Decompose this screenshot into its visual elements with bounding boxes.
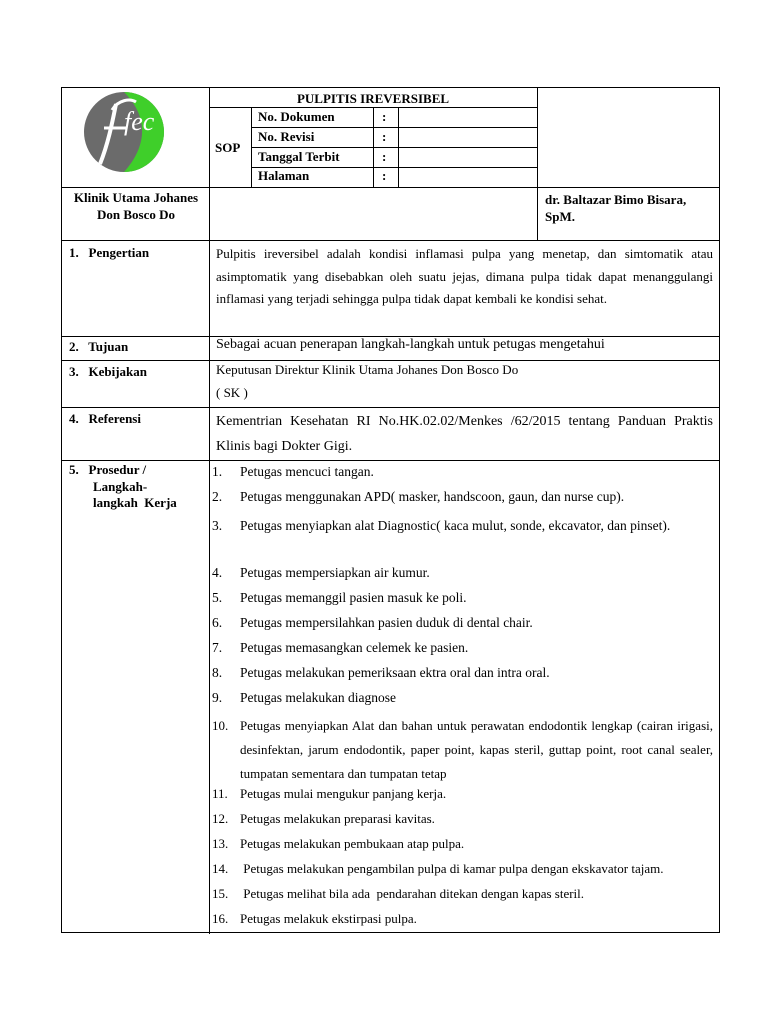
field-sep: : [382,168,387,183]
list-item: 11. Petugas mulai mengukur panjang kerja. [212,786,447,801]
section-label-prosedur [69,462,177,512]
clinic-logo [82,90,166,174]
list-item: 16. Petugas melakuk ekstirpasi pulpa. [212,911,417,926]
list-item: 2. Petugas menggunakan APD( masker, handscoon, gaun, dan nurse cup). [212,489,625,504]
signatory-name: dr. Baltazar Bimo Bisara, SpM. [545,192,687,224]
list-item: 5. Petugas memanggil pasien masuk ke poli. [212,590,467,605]
logo-text: fec [124,107,155,136]
field-label-halaman: Halaman [258,168,310,183]
fec-logo-icon [82,90,166,174]
field-sep: : [382,129,387,144]
list-item: 1. Petugas mencuci tangan. [212,464,374,479]
list-item: 9. Petugas melakukan diagnose [212,690,396,705]
clinic-name: Klinik Utama Johanes Don Bosco Do [73,190,199,222]
list-item: 15. Petugas melihat bila ada pendarahan ditekan dengan kapas steril. [212,886,585,901]
field-sep: : [382,149,387,164]
field-label-no-dokumen: No. Dokumen [258,109,335,124]
procedure-steps [212,463,713,935]
section-label-tujuan: 2. Tujuan [69,339,129,354]
list-item: 7. Petugas memasangkan celemek ke pasien. [212,640,469,655]
field-sep: : [382,109,387,124]
prosedur-label-line1: 5. Prosedur / [69,462,147,477]
prosedur-label-line2: Langkah- [93,478,148,494]
list-item: 3. Petugas menyiapkan alat Diagnostic( kaca mulut, sonde, ekcavator, dan pinset). [212,518,671,533]
section-label-pengertian: 1. Pengertian [69,245,150,260]
section-label-referensi: 4. Referensi [69,411,141,426]
list-item: 4. Petugas mempersiapkan air kumur. [212,565,430,580]
section-text-tujuan: Sebagai acuan penerapan langkah-langkah untuk petugas mengetahui [216,337,605,352]
list-item: 14. Petugas melakukan pengambilan pulpa di kamar pulpa dengan ekskavator tajam. [212,861,664,876]
list-item: 6. Petugas mempersilahkan pasien duduk di dental chair. [212,615,533,630]
field-label-tanggal-terbit: Tanggal Terbit [258,149,340,164]
section-text-pengertian: Pulpitis ireversibel adalah kondisi inflamasi pulpa yang menetap, dan simtomatik atau asimptomatik yang disebabkan oleh suatu jejas, dimana pulpa tidak dapat menanggulangi inflamasi yang terjadi sehingga pulpa tidak dapat kembali ke kondisi sehat. [216,246,713,306]
list-item: 10. Petugas menyiapkan Alat dan bahan untuk perawatan endodontik lengkap (cairan irigasi, desinfektan, jarum endodontik, paper point, kapas steril, guttap point, root canal sealer, tumpatan sementara dan tumpatan tetap [212,718,713,781]
field-label-no-revisi: No. Revisi [258,129,315,144]
section-text-referensi: Kementrian Kesehatan RI No.HK.02.02/Menkes /62/2015 tentang Panduan Praktis Klinis bagi Dokter Gigi. [216,414,713,454]
prosedur-label-line3: langkah Kerja [93,495,177,510]
section-label-kebijakan: 3. Kebijakan [69,364,148,379]
list-item: 13. Petugas melakukan pembukaan atap pulpa. [212,836,465,851]
sop-label: SOP [215,140,241,155]
section-text-kebijakan-line2: ( SK ) [216,385,248,400]
list-item: 12. Petugas melakukan preparasi kavitas. [212,811,435,826]
sop-document [61,87,720,933]
document-title: PULPITIS IREVERSIBEL [296,91,450,106]
list-item: 8. Petugas melakukan pemeriksaan ektra oral dan intra oral. [212,665,550,680]
section-text-kebijakan-line1: Keputusan Direktur Klinik Utama Johanes Don Bosco Do [216,362,519,377]
